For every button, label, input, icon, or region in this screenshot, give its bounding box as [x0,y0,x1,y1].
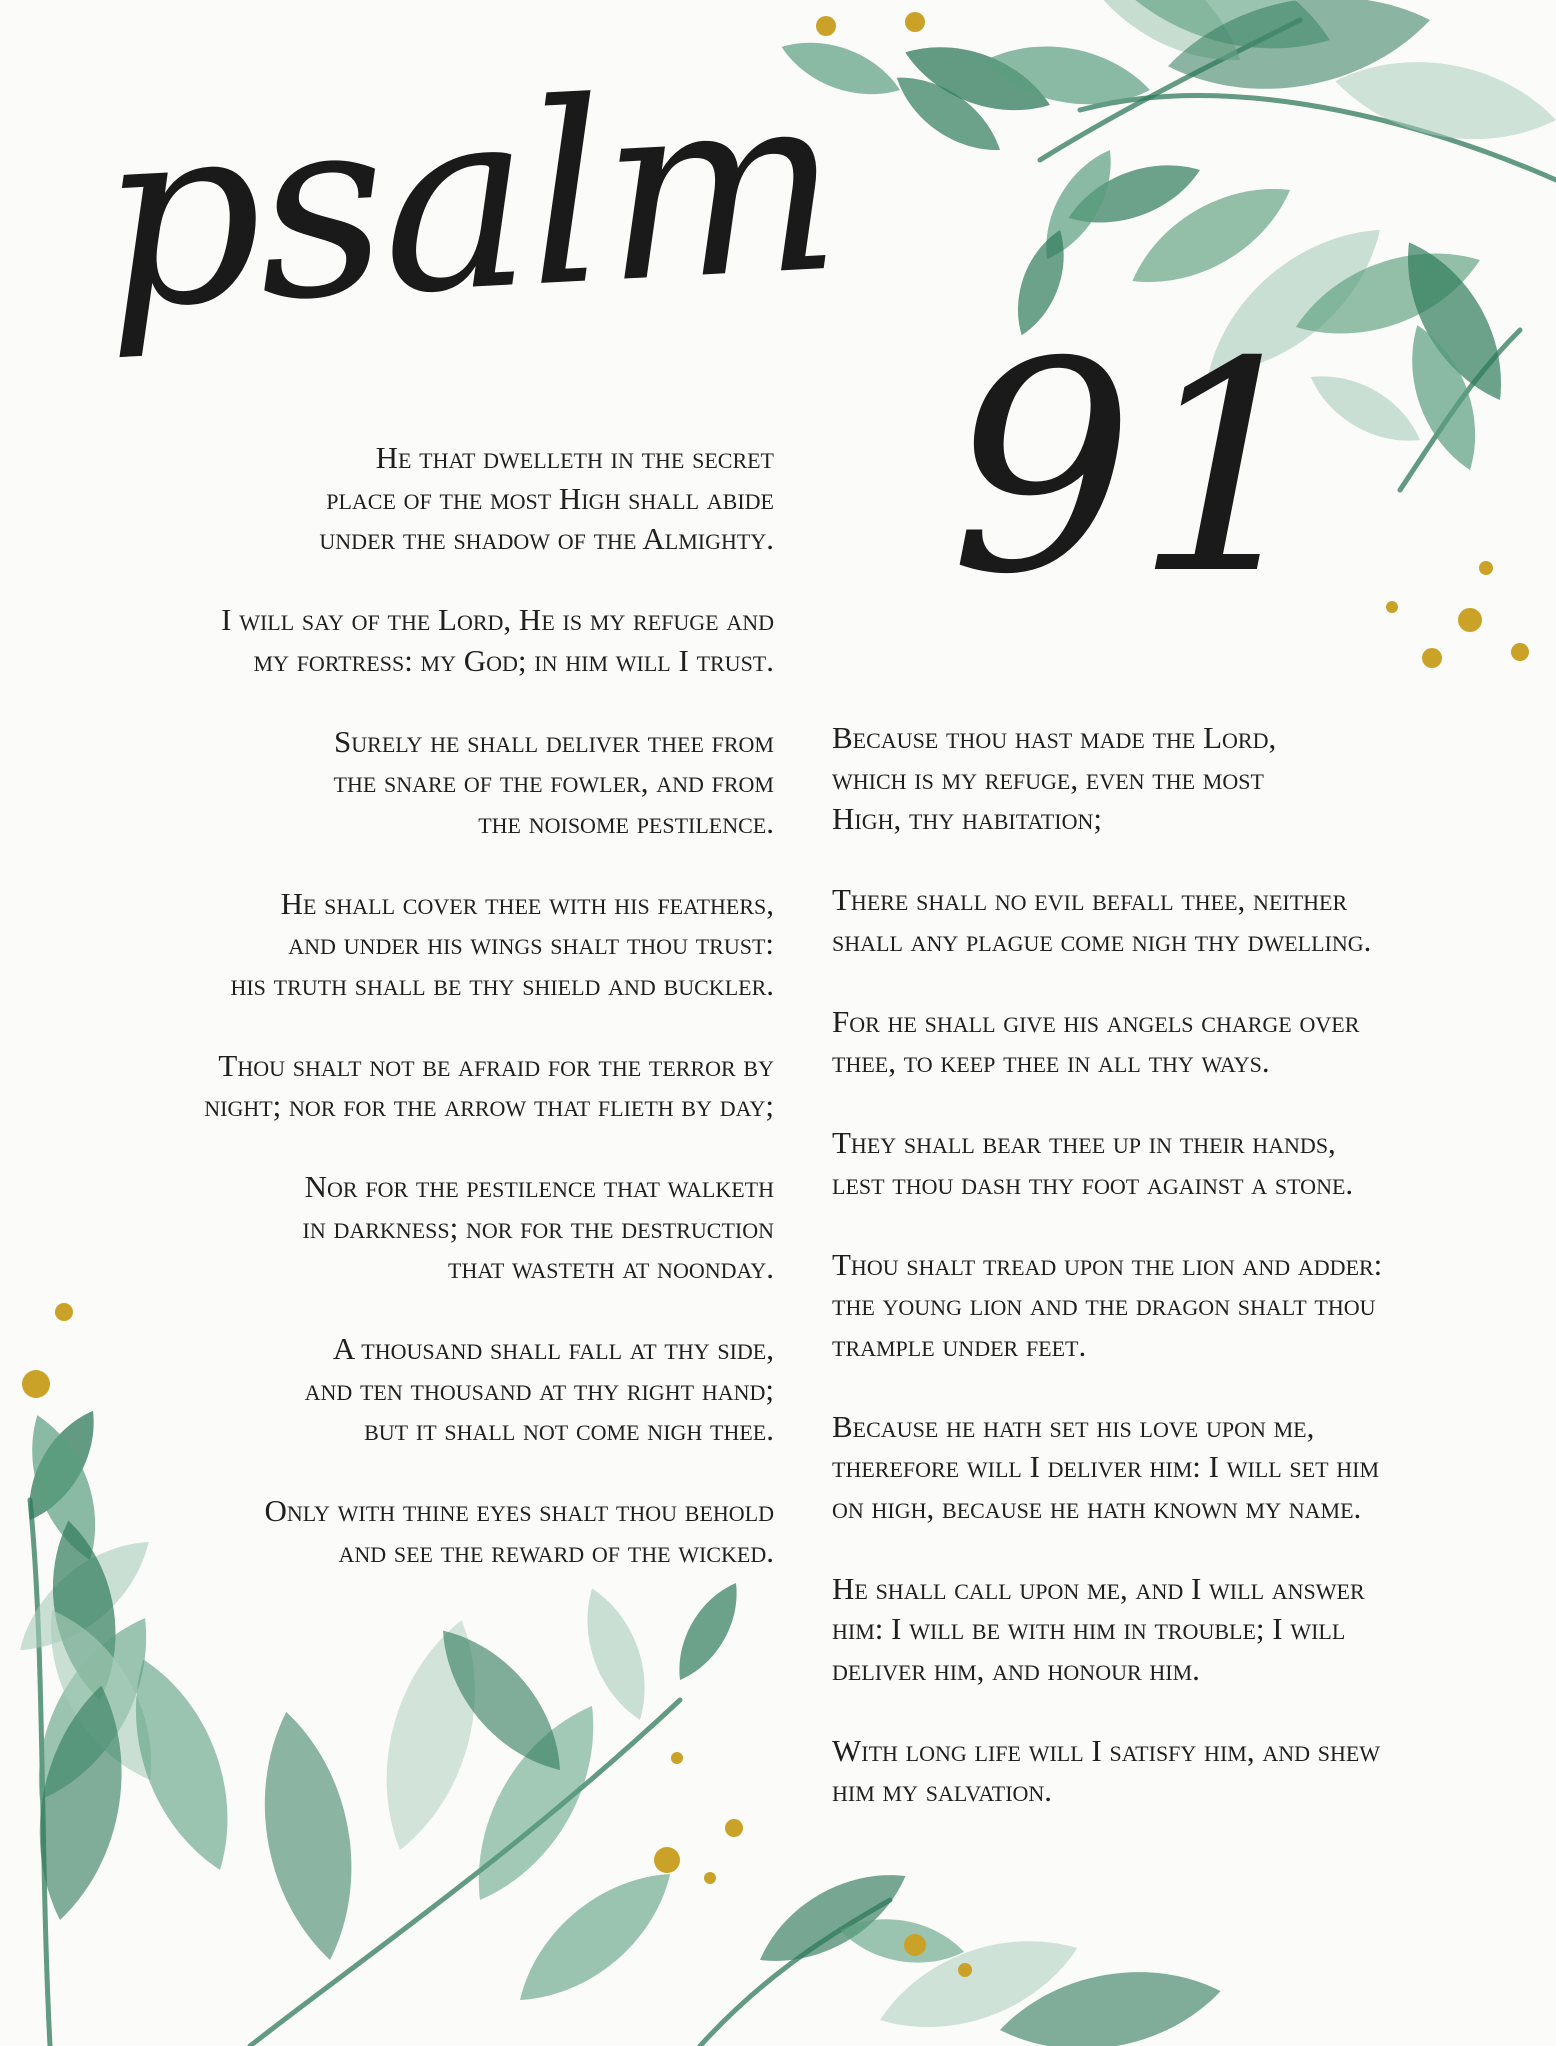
verse-line: which is my refuge, even the most [832,760,1264,796]
verse-line: He that dwelleth in the secret [375,440,774,475]
verse-line: that wasteth at noonday. [448,1250,774,1285]
verse-paragraph [832,1407,1382,1529]
gold-dot [905,12,925,32]
verse-line: thee, to keep thee in all thy ways. [832,1044,1270,1079]
verse-line: his truth shall be thy shield and buckler. [230,966,774,1002]
verse-line: Only with thine eyes shalt thou behold [264,1493,774,1528]
verse-line: There shall no evil befall thee, neither [832,882,1348,917]
verse-paragraph [832,1002,1382,1083]
verse-paragraph [832,1569,1382,1691]
verse-paragraph [832,880,1382,961]
verse-paragraph [832,1245,1382,1367]
title-number: 91 [950,301,1320,638]
verse-line: but it shall not come nigh thee. [364,1412,774,1447]
gold-dot [725,1819,743,1837]
verse-paragraph [204,1167,774,1289]
gold-dot [1511,643,1529,661]
verse-paragraph [204,1329,774,1451]
gold-dot [816,16,836,36]
verse-line: him my salvation. [832,1773,1053,1808]
verse-line: He shall cover thee with his feathers, [280,885,774,921]
verse-line: under the shadow of the Almighty. [319,521,774,556]
leaf [1301,359,1430,457]
gold-dot [55,1303,73,1321]
verse-line: Surely he shall deliver thee from [334,723,774,759]
verse-line: A thousand shall fall at thy side, [332,1331,774,1366]
gold-dot [958,1963,972,1977]
leaf [747,1853,919,1984]
gold-dot [1479,561,1493,575]
verse-line: the noisome pestilence. [478,804,774,840]
verse-line: He shall call upon me, and I will answer [832,1570,1365,1606]
verse-line: For he shall give his angels charge over [832,1003,1360,1039]
verse-paragraph [832,718,1382,840]
verse-line: Because thou hast made the Lord, [832,720,1277,755]
verse-paragraph [204,1491,774,1572]
gold-dot [904,1934,926,1956]
verse-paragraph [204,438,774,560]
leaf [246,1705,370,1967]
gold-dot [22,1370,50,1398]
gold-dot [704,1872,716,1884]
verse-line: High, thy habitation; [832,801,1103,836]
verse-line: shall any plague come nigh thy dwelling. [832,922,1372,958]
verse-line: and see the reward of the wicked. [338,1533,774,1569]
verse-line: therefore will I deliver him: I will set him [832,1449,1380,1484]
verse-line: Because he hath set his love upon me, [832,1408,1315,1444]
verse-paragraph [204,1046,774,1127]
gold-dot [654,1847,680,1873]
verse-line: night; nor for the arrow that flieth by day; [204,1088,774,1123]
verse-line: They shall bear thee up in their hands, [832,1125,1336,1160]
verse-line: deliver him, and honour him. [832,1651,1200,1687]
left-verse-column [204,438,774,1613]
verse-paragraph [204,722,774,844]
verse-line: Nor for the pestilence that walketh [304,1169,774,1204]
verse-paragraph [832,1123,1382,1204]
right-verse-column [832,718,1382,1852]
verse-line: Thou shalt not be afraid for the terror by [218,1047,774,1083]
verse-line: the young lion and the dragon shalt thou [832,1287,1376,1322]
verse-line: in darkness; nor for the destruction [302,1209,774,1245]
verse-line: lest thou dash thy foot against a stone. [832,1165,1354,1201]
gold-dot [1422,648,1442,668]
verse-paragraph [204,884,774,1006]
verse-line: on high, because he hath known my name. [832,1489,1362,1525]
verse-paragraph [204,600,774,681]
gold-dot [671,1752,683,1764]
gold-dot [1386,601,1398,613]
title-word: psalm [93,35,843,365]
verse-line: I will say of the Lord, He is my refuge and [221,602,774,637]
verse-line: Thou shalt tread upon the lion and adder: [832,1246,1383,1282]
verse-line: place of the most High shall abide [326,480,774,516]
verse-line: him: I will be with him in trouble; I will [832,1611,1346,1646]
verse-line: trample under feet. [832,1327,1087,1363]
verse-paragraph [832,1731,1382,1812]
verse-line: and under his wings shalt thou trust: [288,926,774,961]
leaf [500,1850,691,2024]
gold-dot [1458,608,1482,632]
verse-line: With long life will I satisfy him, and shew [832,1732,1381,1768]
verse-line: the snare of the fowler, and from [333,764,774,799]
verse-line: my fortress: my God; in him will I trust. [253,642,774,678]
verse-line: and ten thousand at thy right hand; [304,1371,774,1407]
